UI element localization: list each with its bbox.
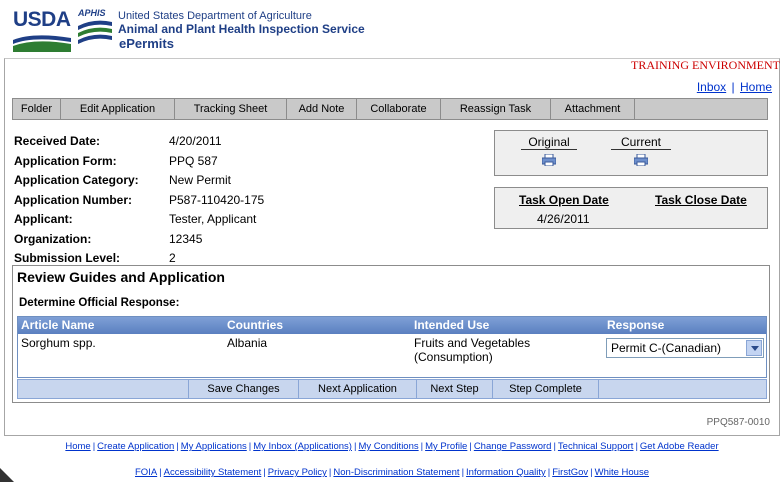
info-row: [14, 134, 264, 154]
footer-my-conditions-link[interactable]: My Conditions: [358, 441, 419, 452]
toolbar-add-note[interactable]: Add Note: [287, 99, 357, 119]
link-separator: |: [731, 80, 735, 94]
aphis-logo-mark: [78, 18, 112, 44]
footer-nav-secondary: FOIA | Accessibility Statement | Privacy Policy | Non-Discrimination Statement | Information Quality | FirstGov | White House: [135, 467, 649, 478]
intended-use-line-1: Fruits and Vegetables: [414, 336, 531, 350]
article-cell: Sorghum spp.: [21, 336, 96, 350]
response-select[interactable]: [606, 338, 764, 358]
applicant-label: Applicant:: [14, 212, 73, 226]
toolbar-collaborate[interactable]: Collaborate: [357, 99, 441, 119]
organization-value: 12345: [169, 231, 203, 246]
step-complete-button[interactable]: Step Complete: [492, 380, 598, 398]
next-step-button[interactable]: Next Step: [416, 380, 492, 398]
current-label: Current: [611, 135, 671, 150]
original-doc: [521, 135, 577, 169]
footer-privacy-link[interactable]: Privacy Policy: [267, 467, 327, 478]
info-row: [14, 173, 264, 193]
footer-adobe-reader-link[interactable]: Get Adobe Reader: [639, 441, 719, 452]
site-header: [0, 0, 784, 58]
agency-name: [118, 10, 365, 51]
original-label: Original: [521, 135, 577, 150]
usda-logo: [13, 8, 71, 50]
print-current-icon[interactable]: [634, 154, 648, 166]
application-category-label: Application Category:: [14, 173, 139, 187]
document-print-box: [494, 130, 768, 176]
footer-accessibility-link[interactable]: Accessibility Statement: [163, 467, 262, 478]
current-doc: [611, 135, 671, 169]
info-row: [14, 232, 264, 252]
country-cell: Albania: [227, 336, 268, 350]
response-selected-value: Permit C-(Canadian): [611, 341, 722, 355]
toolbar-tracking-sheet[interactable]: Tracking Sheet: [175, 99, 287, 119]
intended-use-line-2: (Consumption): [414, 350, 493, 364]
received-date-label: Received Date:: [14, 134, 101, 148]
footer-my-profile-link[interactable]: My Profile: [425, 441, 468, 452]
task-dates-box: [494, 187, 768, 229]
submission-level-value: 2: [169, 251, 176, 265]
task-open-date-value: 4/26/2011: [537, 212, 590, 226]
col-response: Response: [607, 318, 665, 332]
next-application-button[interactable]: Next Application: [298, 380, 416, 398]
intended-use-cell: [414, 336, 530, 364]
footer-home-link[interactable]: Home: [65, 441, 91, 452]
app-name: ePermits: [119, 36, 174, 51]
footer-foia-link[interactable]: FOIA: [135, 467, 158, 478]
aphis-logo-text: APHIS: [78, 8, 106, 18]
review-title: Review Guides and Application: [17, 269, 225, 285]
toolbar-edit-application[interactable]: Edit Application: [61, 99, 175, 119]
info-row: [14, 193, 264, 213]
info-row: [14, 154, 264, 174]
agency-line-2: Animal and Plant Health Inspection Service: [118, 22, 365, 36]
col-countries: Countries: [227, 318, 284, 332]
inbox-link[interactable]: Inbox: [696, 80, 727, 94]
footer-non-discrimination-link[interactable]: Non-Discrimination Statement: [333, 467, 460, 478]
review-section: [12, 265, 770, 403]
footer-white-house-link[interactable]: White House: [594, 467, 649, 478]
review-subtitle: Determine Official Response:: [19, 297, 180, 309]
application-form-value: PPQ 587: [169, 153, 218, 168]
review-button-bar: [17, 379, 767, 399]
save-changes-button[interactable]: Save Changes: [188, 380, 298, 398]
footer-my-applications-link[interactable]: My Applications: [180, 441, 247, 452]
submission-level-label: Submission Level:: [14, 251, 121, 265]
footer-information-quality-link[interactable]: Information Quality: [466, 467, 546, 478]
footer-my-inbox-link[interactable]: My Inbox (Applications): [253, 441, 352, 452]
table-header: [18, 317, 766, 334]
usda-logo-swoosh: [13, 32, 71, 52]
application-category-value: New Permit: [169, 173, 232, 187]
footer-change-password-link[interactable]: Change Password: [473, 441, 552, 452]
toolbar-reassign-task[interactable]: Reassign Task: [441, 99, 551, 119]
aphis-logo: [78, 8, 114, 48]
form-id: PPQ587-0010: [706, 417, 770, 428]
applicant-value: Tester, Applicant: [169, 212, 257, 226]
usda-logo-text: USDA: [13, 8, 71, 31]
footer-firstgov-link[interactable]: FirstGov: [552, 467, 589, 478]
application-number-label: Application Number:: [14, 192, 133, 207]
application-info: [14, 134, 264, 271]
col-article-name: Article Name: [21, 318, 95, 332]
button-divider: [598, 380, 599, 398]
top-links: [697, 80, 772, 94]
footer-nav-primary: Home | Create Application | My Applications | My Inbox (Applications) | My Conditions | My Profile | Change Password | Technical Support | Get Adobe Reader: [65, 441, 719, 452]
response-table: [17, 316, 767, 378]
received-date-value: 4/20/2011: [169, 134, 222, 148]
window-corner: [0, 468, 14, 482]
agency-line-1: United States Department of Agriculture: [118, 10, 312, 22]
toolbar-folder[interactable]: Folder: [13, 99, 61, 119]
task-open-date-label: Task Open Date: [519, 193, 609, 207]
organization-label: Organization:: [14, 231, 92, 246]
action-toolbar: [12, 98, 768, 120]
footer-technical-support-link[interactable]: Technical Support: [557, 441, 634, 452]
col-intended-use: Intended Use: [414, 318, 490, 332]
environment-label: TRAINING ENVIRONMENT: [631, 58, 780, 72]
info-row: [14, 212, 264, 232]
chevron-down-icon[interactable]: [746, 340, 762, 356]
table-row: [18, 335, 766, 377]
toolbar-attachment[interactable]: Attachment: [551, 99, 635, 119]
application-form-label: Application Form:: [14, 153, 117, 168]
home-link[interactable]: Home: [739, 80, 772, 94]
application-number-value: P587-110420-175: [169, 192, 265, 207]
print-original-icon[interactable]: [542, 154, 556, 166]
footer-create-application-link[interactable]: Create Application: [97, 441, 175, 452]
task-close-date-label: Task Close Date: [655, 193, 747, 207]
